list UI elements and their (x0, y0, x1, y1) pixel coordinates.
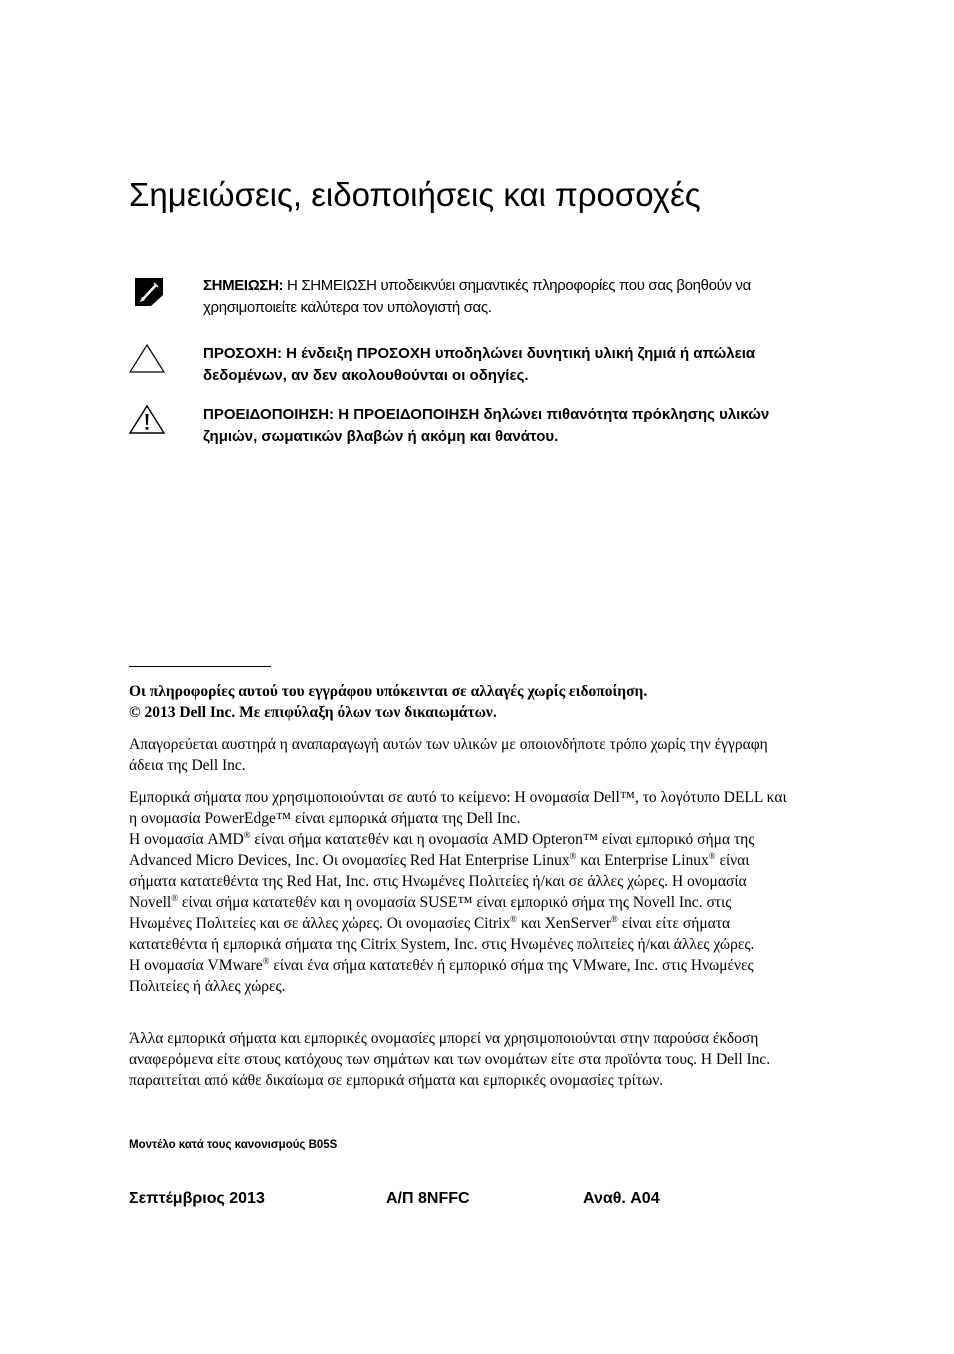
note-text (203, 275, 803, 319)
note-body: Η ΣΗΜΕΙΩΣΗ υποδεικνύει σημαντικές πληροφορίες που σας βοηθούν να χρησιμοποιείτε καλύτερα τον υπολογιστή σας. (203, 277, 751, 316)
trademark-text: είναι είτε σήματα κατατεθέντα ή εμπορικά σήματα της Citrix System, Inc. στις Ηνωμένες πολιτείες ή/και άλλες χώρες. (129, 915, 755, 953)
trademark-text: Η ονομασία AMD (129, 831, 244, 848)
trademark-text: και XenServer (517, 915, 611, 932)
other-trademarks-paragraph: Άλλα εμπορικά σήματα και εμπορικές ονομασίες μπορεί να χρησιμοποιούνται στην παρούσα έκδοση αναφερόμενα είτε στους κατόχους των σημάτων και των ονομάτων είτε στα προϊόντα τους. Η Dell Inc. παραιτείται από κάθε δικαίωμα σε εμπορικά σήματα και εμπορικές ονομασίες τρίτων. (129, 1030, 771, 1089)
reproduction-paragraph: Απαγορεύεται αυστηρά η αναπαραγωγή αυτών των υλικών με οποιονδήποτε τρόπο χωρίς την έγγραφη άδεια της Dell Inc. (129, 736, 768, 774)
registered-mark: ® (262, 955, 270, 966)
trademarks-paragraph (129, 787, 789, 997)
registered-mark: ® (569, 850, 577, 861)
trademark-text: είναι σήμα κατατεθέν και η ονομασία SUSE™ είναι εμπορικό σήμα της Novell Inc. στις Ηνωμένες Πολιτείες και σε άλλες χώρες. Οι ονομασίες Citrix (129, 894, 732, 932)
warning-exclamation-icon (129, 404, 165, 436)
divider (129, 666, 271, 667)
footer-revision: Αναθ. A04 (583, 1190, 660, 1207)
note-label: ΣΗΜΕΙΩΣΗ: (203, 277, 284, 294)
registered-mark: ® (243, 829, 251, 840)
trademark-text: Η ονομασία VMware (129, 957, 263, 974)
legal-header (129, 681, 789, 723)
copyright: © 2013 Dell Inc. Με επιφύλαξη όλων των δικαιωμάτων. (129, 704, 497, 721)
registered-mark: ® (708, 850, 716, 861)
trademark-text: και Enterprise Linux (576, 852, 709, 869)
page-title: Σημειώσεις, ειδοποιήσεις και προσοχές (129, 176, 701, 213)
trademark-text: Εμπορικά σήματα που χρησιμοποιούνται σε αυτό το κείμενο: Η ονομασία Dell™, το λογότυπο DELL και η ονομασία PowerEdge™ είναι εμπορικά σήματα της Dell Inc. (129, 789, 787, 827)
regulatory-model: Μοντέλο κατά τους κανονισμούς B05S (129, 1139, 338, 1151)
warning-text: ΠΡΟΕΙΔΟΠΟΙΗΣΗ: Η ΠΡΟΕΙΔΟΠΟΙΗΣΗ δηλώνει πιθανότητα πρόκλησης υλικών ζημιών, σωματικών βλαβών ή ακόμη και θανάτου. (203, 406, 770, 445)
footer-date: Σεπτέμβριος 2013 (129, 1190, 265, 1207)
registered-mark: ® (510, 913, 517, 924)
trademark-text: είναι ένα σήμα κατατεθέν ή εμπορικό σήμα της VMware, Inc. στις Ηνωμένες Πολιτείες ή άλλες χώρες. (129, 957, 754, 995)
caution-triangle-icon (129, 343, 165, 375)
trademark-text: είναι σήματα κατατεθέντα της Red Hat, Inc. στις Ηνωμένες Πολιτείες ή/και σε άλλες χώρες. Η ονομασία Novell (129, 852, 750, 911)
trademark-text: είναι σήμα κατατεθέν και η ονομασία AMD Opteron™ είναι εμπορικό σήμα της Advanced Micro Devices, Inc. Οι ονομασίες Red Hat Enterprise Linux (129, 831, 755, 869)
footer-part-number: Α/Π 8NFFC (386, 1190, 470, 1207)
registered-mark: ® (611, 913, 618, 924)
change-notice: Οι πληροφορίες αυτού του εγγράφου υπόκεινται σε αλλαγές χωρίς ειδοποίηση. (129, 683, 648, 700)
caution-text: ΠΡΟΣΟΧΗ: Η ένδειξη ΠΡΟΣΟΧΗ υποδηλώνει δυνητική υλική ζημιά ή απώλεια δεδομένων, αν δεν ακολουθούνται οι οδηγίες. (203, 345, 756, 384)
registered-mark: ® (171, 892, 179, 903)
note-pencil-icon (129, 275, 165, 307)
